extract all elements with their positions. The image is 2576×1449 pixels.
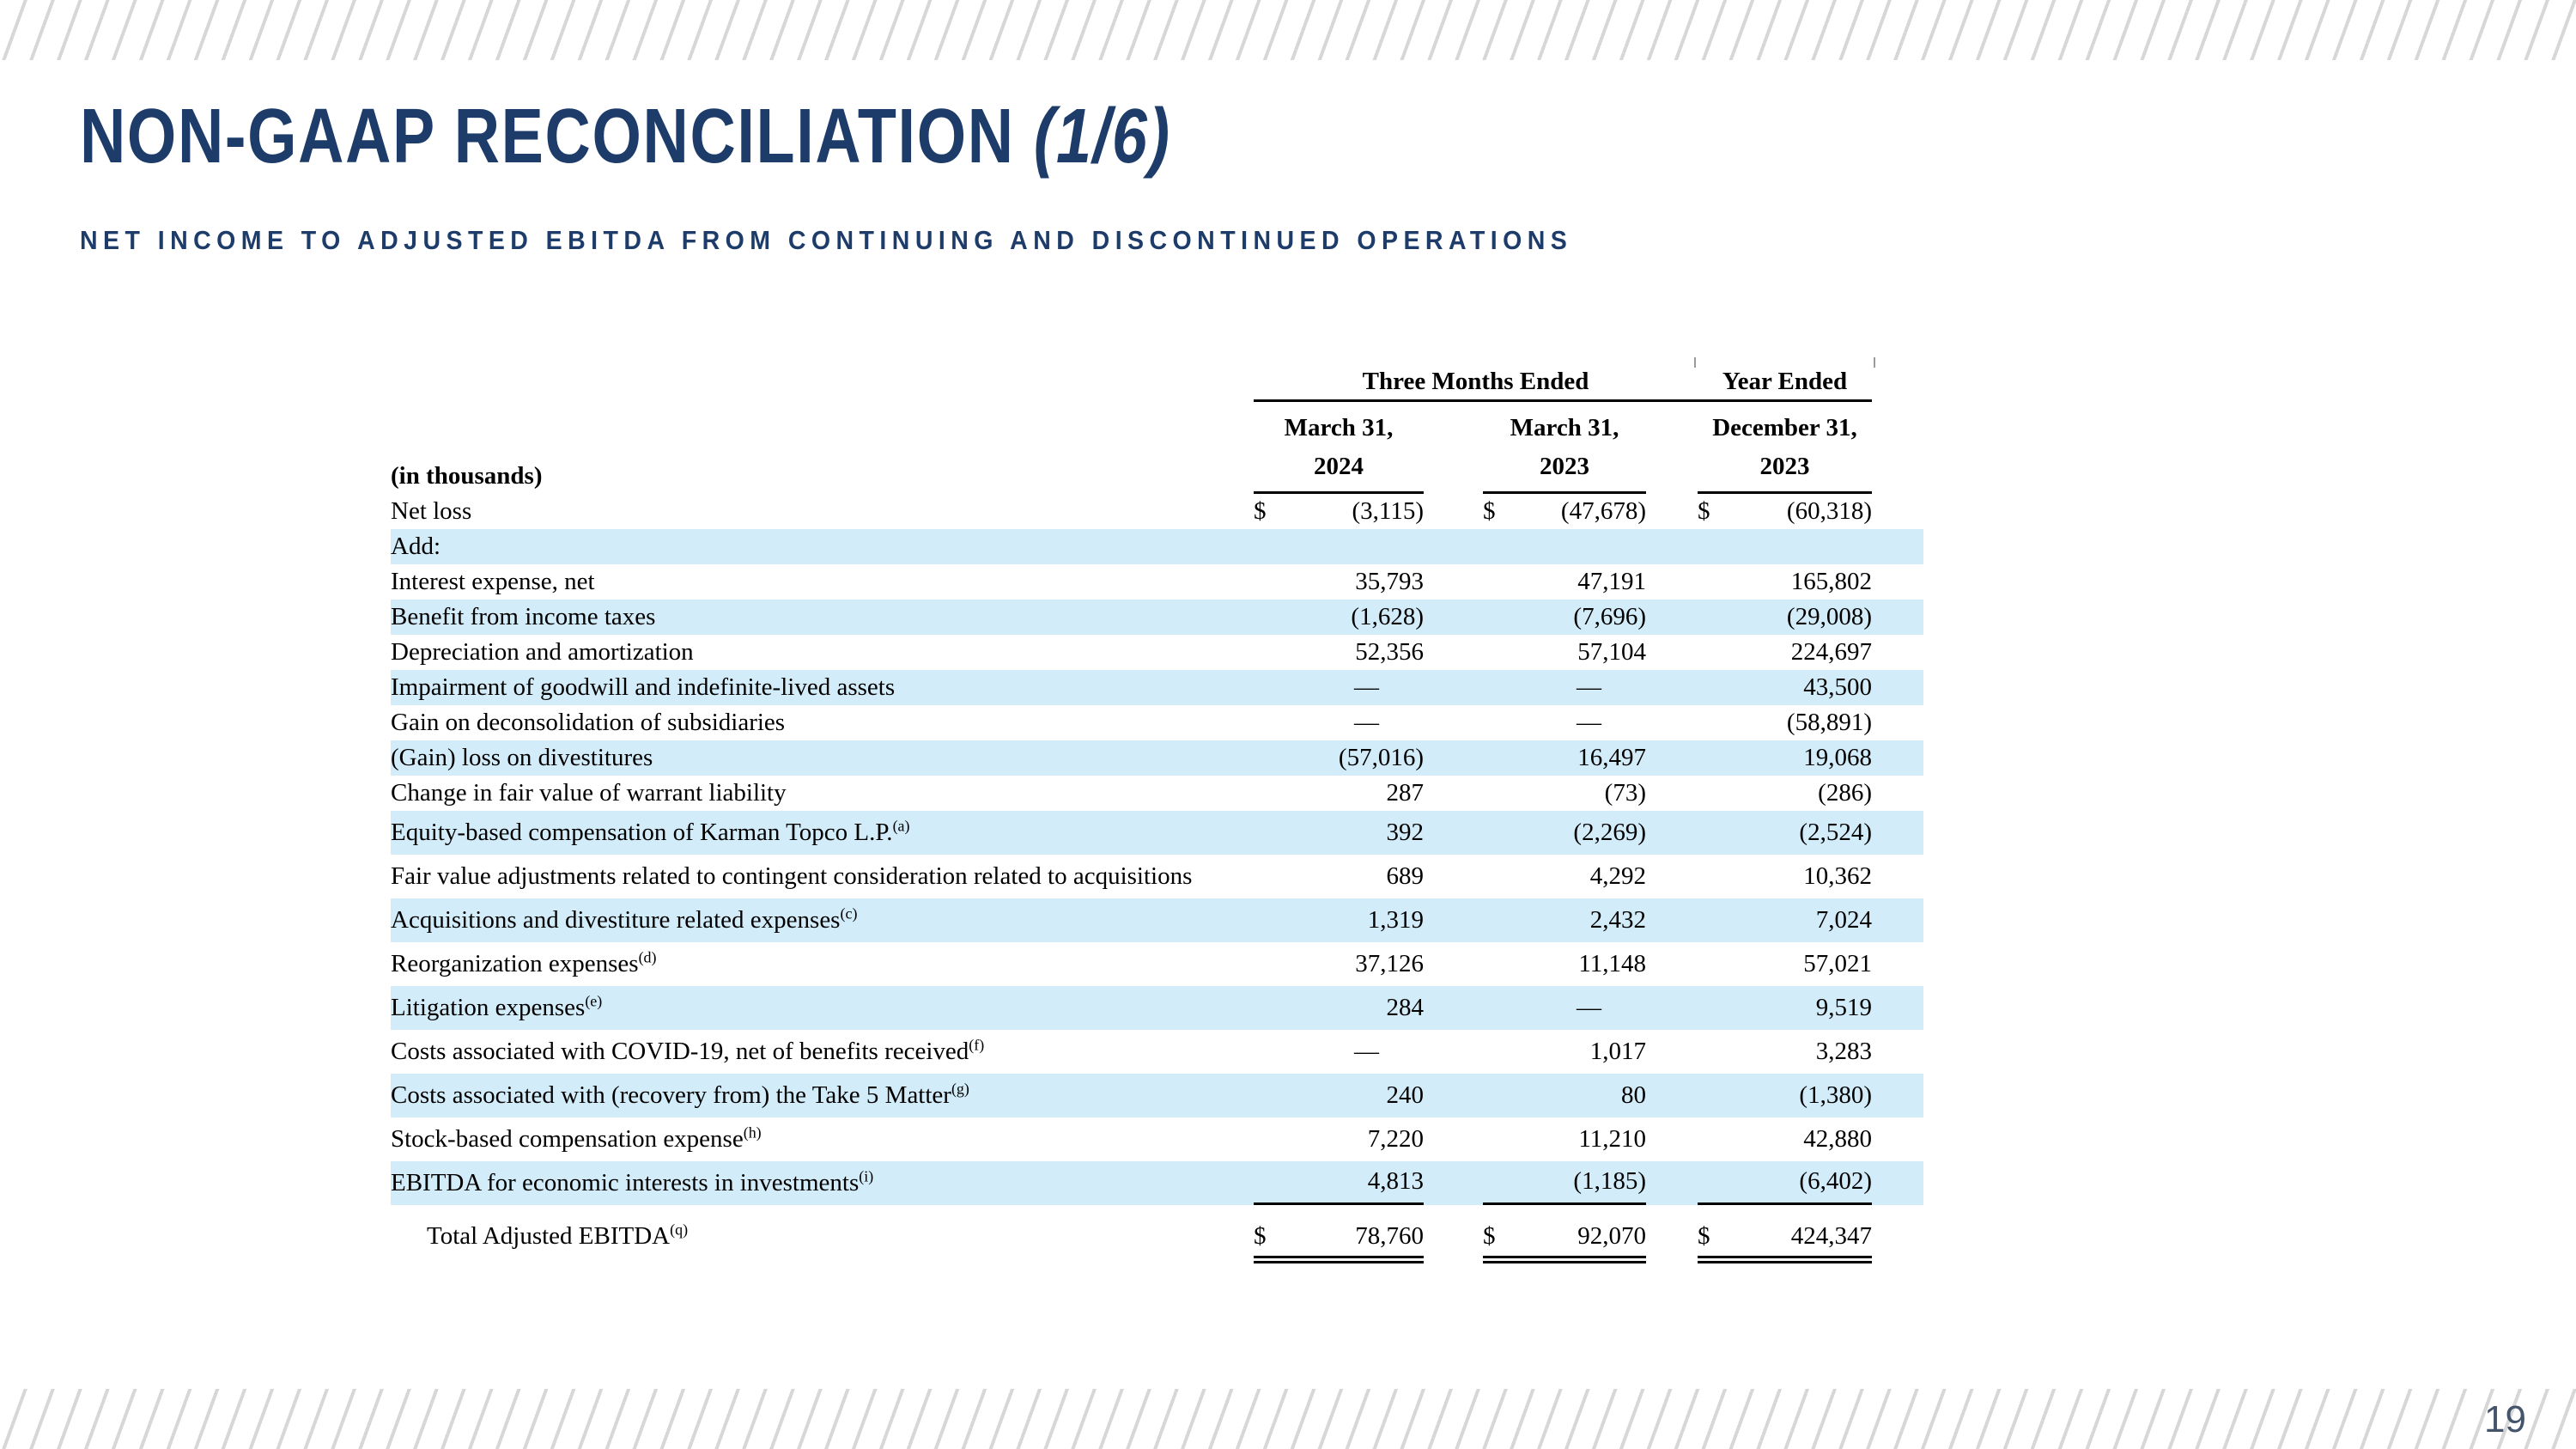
row-value: 10,362 [1803, 861, 1872, 890]
dollar-sign: $ [1483, 496, 1496, 525]
value-cell [1254, 776, 1424, 811]
row-value: 42,880 [1803, 1124, 1872, 1153]
value-cell [1698, 1030, 1872, 1074]
total-value-cell [1483, 1210, 1646, 1263]
row-label: Net loss [391, 496, 472, 525]
footnote-ref: (g) [951, 1080, 969, 1098]
value-cell [1483, 529, 1646, 564]
total-value: 92,070 [1577, 1221, 1646, 1250]
page-title [80, 93, 1171, 181]
value-cell [1254, 898, 1424, 942]
table-row [391, 942, 1923, 986]
row-value: 4,292 [1589, 861, 1646, 890]
row-label: Add: [391, 532, 440, 560]
row-label: Acquisitions and divestiture related expenses$^{(c)}$ [391, 904, 858, 934]
row-value: (2,269) [1573, 818, 1646, 846]
value-cell [1698, 494, 1872, 529]
row-label: Change in fair value of warrant liability [391, 778, 787, 807]
row-label: Fair value adjustments related to contingent consideration related to acquisitions [391, 861, 1193, 890]
value-cell [1254, 670, 1424, 705]
value-cell [1483, 564, 1646, 600]
row-label: EBITDA for economic interests in investments$^{(i)}$ [391, 1167, 874, 1196]
page-subtitle: NET INCOME TO ADJUSTED EBITDA FROM CONTINUING AND DISCONTINUED OPERATIONS [80, 225, 1573, 255]
row-value: 7,220 [1367, 1124, 1424, 1153]
page-title-fraction: (1/6) [1033, 94, 1171, 180]
row-value: 35,793 [1355, 567, 1424, 595]
row-value: 3,283 [1815, 1037, 1872, 1065]
group-three-months-ended: Three Months Ended [1254, 368, 1698, 402]
table-row [391, 494, 1923, 529]
page-number: 19 [2484, 1398, 2526, 1440]
row-value: 240 [1386, 1081, 1424, 1109]
row-value: (47,678) [1560, 496, 1646, 525]
row-value: (1,185) [1573, 1167, 1646, 1196]
table-row [391, 635, 1923, 670]
group-year-ended-label: Year Ended [1722, 368, 1848, 395]
row-label: (Gain) loss on divestitures [391, 743, 653, 771]
col-header-line1: December 31, [1712, 414, 1857, 441]
row-value: 16,497 [1577, 743, 1646, 771]
col-header-march-2024 [1254, 402, 1424, 494]
row-value: (60,318) [1786, 496, 1872, 525]
row-value: 43,500 [1803, 673, 1872, 701]
value-cell [1483, 1161, 1646, 1205]
total-value-cell [1254, 1210, 1424, 1263]
value-cell [1698, 740, 1872, 776]
table-row [391, 898, 1923, 942]
value-cell [1698, 705, 1872, 740]
table-row [391, 986, 1923, 1030]
row-label: Costs associated with COVID-19, net of benefits received$^{(f)}$ [391, 1036, 985, 1065]
reconciliation-table [391, 359, 1923, 1263]
col-header-line2: 2023 [1759, 452, 1810, 480]
value-cell [1254, 564, 1424, 600]
value-cell [1698, 811, 1872, 855]
col-header-line1: March 31, [1510, 414, 1619, 441]
footnote-ref: (c) [840, 904, 858, 922]
group-year-ended [1698, 368, 1872, 402]
value-cell [1698, 529, 1872, 564]
top-hatch-bar [0, 0, 2576, 60]
row-value: 689 [1386, 861, 1424, 890]
row-value: 80 [1621, 1081, 1646, 1109]
row-value: 224,697 [1790, 637, 1872, 666]
value-cell [1254, 986, 1424, 1030]
row-label: Reorganization expenses$^{(d)}$ [391, 948, 657, 977]
value-cell [1698, 1117, 1872, 1161]
value-cell [1698, 855, 1872, 898]
value-cell [1483, 776, 1646, 811]
total-row [391, 1210, 1923, 1263]
row-value: (57,016) [1338, 743, 1424, 771]
value-cell [1698, 776, 1872, 811]
table-body [391, 494, 1923, 1205]
value-cell [1483, 1030, 1646, 1074]
footnote-ref: (q) [670, 1221, 689, 1239]
value-cell [1254, 811, 1424, 855]
row-value: — [1577, 708, 1601, 736]
value-cell [1698, 670, 1872, 705]
col-header-line2: 2023 [1540, 452, 1589, 480]
row-value: 11,148 [1578, 949, 1646, 977]
value-cell [1483, 855, 1646, 898]
bottom-hatch-bar [0, 1389, 2576, 1449]
value-cell [1254, 855, 1424, 898]
value-cell [1698, 600, 1872, 635]
footnote-ref: (h) [743, 1123, 762, 1142]
value-cell [1483, 740, 1646, 776]
row-label: Costs associated with (recovery from) the Take 5 Matter$^{(g)}$ [391, 1080, 969, 1109]
row-value: 165,802 [1790, 567, 1872, 595]
row-value: 392 [1386, 818, 1424, 846]
row-value: 37,126 [1355, 949, 1424, 977]
row-value: (73) [1604, 778, 1646, 807]
value-cell [1254, 1074, 1424, 1117]
row-value: 1,017 [1589, 1037, 1646, 1065]
value-cell [1698, 942, 1872, 986]
row-value: — [1354, 708, 1379, 736]
row-value: 287 [1386, 778, 1424, 807]
row-label: Litigation expenses$^{(e)}$ [391, 992, 603, 1021]
table-row [391, 811, 1923, 855]
value-cell [1698, 635, 1872, 670]
row-label: Interest expense, net [391, 567, 595, 595]
value-cell [1254, 740, 1424, 776]
value-cell [1483, 1117, 1646, 1161]
row-label: Impairment of goodwill and indefinite-lived assets [391, 673, 896, 701]
border-tick-icon [1694, 357, 1696, 368]
footnote-ref: (i) [859, 1167, 874, 1185]
table-row [391, 1161, 1923, 1205]
value-cell [1254, 494, 1424, 529]
row-value: (7,696) [1573, 602, 1646, 630]
footnote-ref: (e) [585, 992, 603, 1010]
table-row [391, 776, 1923, 811]
row-value: (1,380) [1799, 1081, 1872, 1109]
border-tick-icon [1874, 357, 1875, 368]
row-value: (1,628) [1351, 602, 1424, 630]
table-row [391, 564, 1923, 600]
row-value: 57,104 [1577, 637, 1646, 666]
row-label: Equity-based compensation of Karman Topco L.P.$^{(a)}$ [391, 817, 910, 846]
value-cell [1698, 1074, 1872, 1117]
row-value: 1,319 [1367, 905, 1424, 934]
value-cell [1698, 1161, 1872, 1205]
row-value: 11,210 [1578, 1124, 1646, 1153]
table-row [391, 600, 1923, 635]
dollar-sign: $ [1483, 1221, 1496, 1250]
value-cell [1483, 635, 1646, 670]
total-value: 424,347 [1790, 1221, 1872, 1250]
table-row [391, 855, 1923, 898]
value-cell [1254, 529, 1424, 564]
value-cell [1483, 600, 1646, 635]
value-cell [1254, 942, 1424, 986]
value-cell [1698, 986, 1872, 1030]
col-header-march-2023 [1483, 402, 1646, 494]
dollar-sign: $ [1698, 496, 1710, 525]
value-cell [1483, 705, 1646, 740]
row-value: — [1577, 673, 1601, 701]
value-cell [1254, 635, 1424, 670]
value-cell [1483, 942, 1646, 986]
row-value: — [1354, 1037, 1379, 1065]
row-value: — [1577, 993, 1601, 1021]
row-value: 4,813 [1367, 1167, 1424, 1196]
dollar-sign: $ [1698, 1221, 1710, 1250]
row-value: (6,402) [1799, 1167, 1872, 1196]
table-row [391, 529, 1923, 564]
column-group-header-row [391, 359, 1923, 402]
footnote-ref: (f) [969, 1036, 985, 1054]
value-cell [1698, 898, 1872, 942]
row-value: 47,191 [1577, 567, 1646, 595]
table-row [391, 1117, 1923, 1161]
value-cell [1483, 898, 1646, 942]
row-value: (286) [1818, 778, 1872, 807]
column-header-row [391, 402, 1923, 494]
value-cell [1483, 670, 1646, 705]
row-label: Stock-based compensation expense$^{(h)}$ [391, 1123, 762, 1153]
total-label-text: Total Adjusted EBITDA [427, 1222, 671, 1251]
col-header-december-2023 [1698, 402, 1872, 494]
value-cell [1483, 1074, 1646, 1117]
row-value: 19,068 [1803, 743, 1872, 771]
value-cell [1254, 705, 1424, 740]
total-value: 78,760 [1355, 1221, 1424, 1250]
value-cell [1254, 600, 1424, 635]
row-value: (29,008) [1786, 602, 1872, 630]
row-value: (58,891) [1786, 708, 1872, 736]
row-value: 52,356 [1355, 637, 1424, 666]
row-value: (3,115) [1352, 496, 1424, 525]
table-row [391, 740, 1923, 776]
row-label: Benefit from income taxes [391, 602, 656, 630]
footnote-ref: (a) [892, 817, 910, 835]
total-label [391, 1222, 1254, 1251]
row-value: (2,524) [1799, 818, 1872, 846]
total-value-cell [1698, 1210, 1872, 1263]
value-cell [1698, 564, 1872, 600]
table-row [391, 1074, 1923, 1117]
dollar-sign: $ [1254, 1221, 1267, 1250]
col-header-line2: 2024 [1314, 452, 1364, 480]
value-cell [1254, 1030, 1424, 1074]
row-label: Depreciation and amortization [391, 637, 694, 666]
row-value: 9,519 [1815, 993, 1872, 1021]
table-row [391, 670, 1923, 705]
row-value: 2,432 [1589, 905, 1646, 934]
value-cell [1483, 494, 1646, 529]
row-value: 57,021 [1803, 949, 1872, 977]
footnote-ref: (d) [638, 948, 657, 966]
value-cell [1254, 1117, 1424, 1161]
row-value: 284 [1386, 993, 1424, 1021]
table-row [391, 1030, 1923, 1074]
col-header-line1: March 31, [1284, 414, 1394, 441]
row-value: — [1354, 673, 1379, 701]
value-cell [1483, 811, 1646, 855]
value-cell [1483, 986, 1646, 1030]
row-label: Gain on deconsolidation of subsidiaries [391, 708, 786, 736]
page-title-text: NON-GAAP RECONCILIATION [80, 94, 1034, 180]
dollar-sign: $ [1254, 496, 1267, 525]
row-value: 7,024 [1815, 905, 1872, 934]
table-row [391, 705, 1923, 740]
units-label: (in thousands) [391, 461, 543, 490]
value-cell [1254, 1161, 1424, 1205]
